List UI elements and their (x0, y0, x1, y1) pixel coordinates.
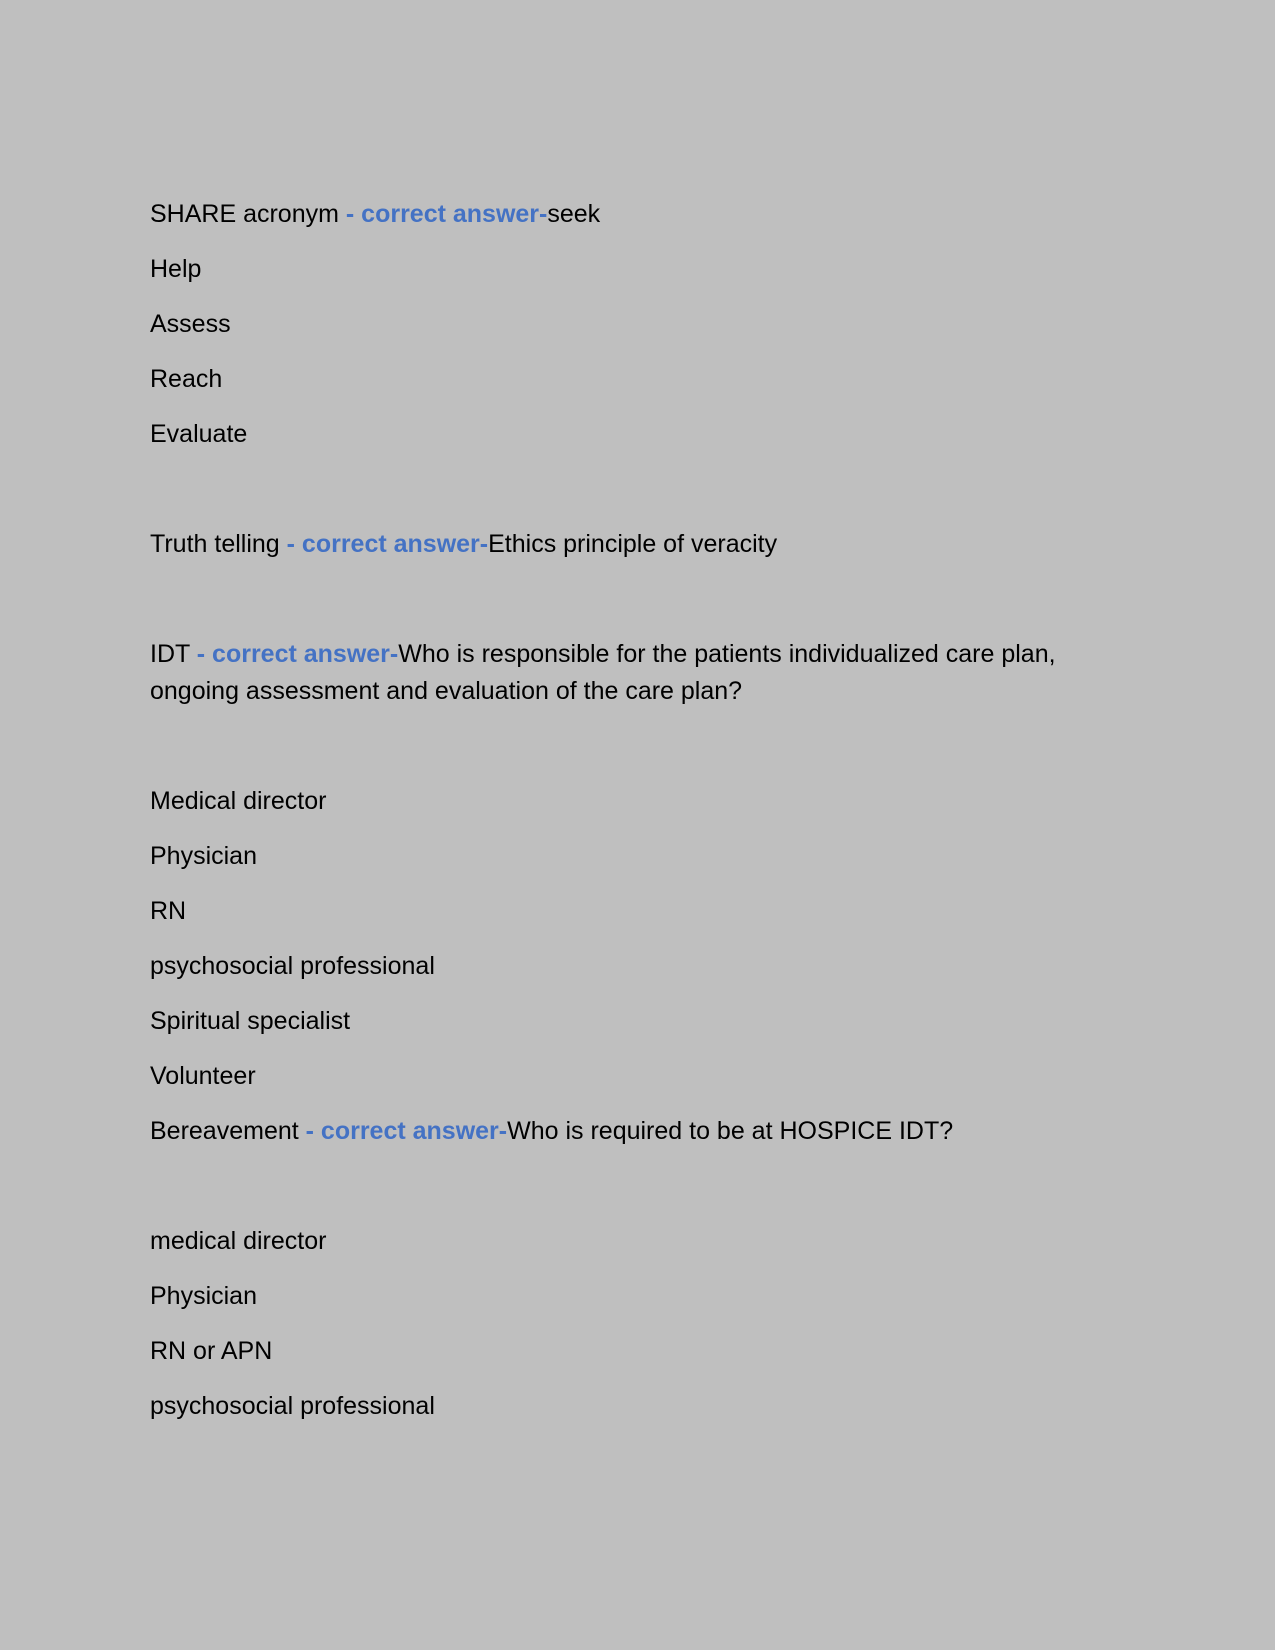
qa-line-bereavement (150, 1113, 1140, 1150)
text-line: psychosocial professional (150, 952, 435, 980)
term: IDT (150, 640, 197, 668)
document-page (150, 196, 1140, 1443)
text-line: RN (150, 897, 187, 925)
text-line: Evaluate (150, 420, 248, 448)
answer: seek (547, 200, 601, 228)
qa-line-truth-telling (150, 526, 1140, 563)
text-line: Help (150, 255, 202, 283)
text-line: Volunteer (150, 1062, 256, 1090)
text-line: medical director (150, 1227, 327, 1255)
text-line: Assess (150, 310, 231, 338)
term: SHARE acronym (150, 200, 346, 228)
qa-line-idt (150, 636, 1140, 710)
text-line: psychosocial professional (150, 1392, 435, 1420)
answer-separator: - correct answer- (196, 640, 399, 668)
text-line: RN or APN (150, 1337, 273, 1365)
term: Truth telling (150, 530, 287, 558)
answer: Who is responsible for the patients individualized care plan, ongoing assessment and evaluation of the care plan? (150, 640, 1056, 705)
text-line: Spiritual specialist (150, 1007, 351, 1035)
term: Bereavement (150, 1117, 306, 1145)
answer: Who is required to be at HOSPICE IDT? (507, 1117, 954, 1145)
qa-line-share (150, 196, 1140, 233)
text-line: Physician (150, 842, 257, 870)
text-line: Medical director (150, 787, 327, 815)
answer-separator: - correct answer- (345, 200, 548, 228)
answer: Ethics principle of veracity (488, 530, 778, 558)
text-line: Physician (150, 1282, 257, 1310)
answer-separator: - correct answer- (305, 1117, 508, 1145)
text-line: Reach (150, 365, 223, 393)
answer-separator: - correct answer- (286, 530, 489, 558)
